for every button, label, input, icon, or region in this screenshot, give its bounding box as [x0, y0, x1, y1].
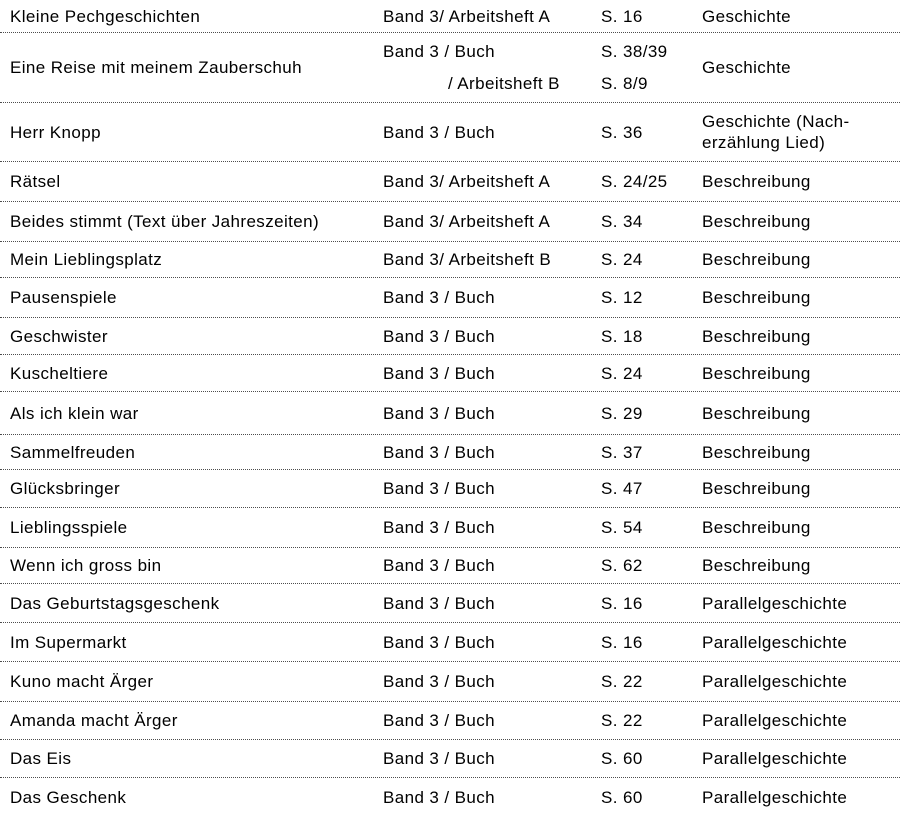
table-row [0, 702, 900, 740]
page-cell-text: S. 29 [601, 403, 643, 423]
source-cell-text: Band 3 / Buch [383, 122, 495, 142]
page-cell-text: S. 22 [601, 711, 643, 730]
category-cell-text: Parallelgeschichte [702, 632, 848, 652]
source-cell-text: Band 3 / Buch [383, 518, 495, 537]
category-cell [702, 671, 900, 692]
source-cell [383, 555, 601, 576]
category-cell-text: Beschreibung [702, 326, 811, 346]
page-cell [601, 478, 702, 499]
category-cell [702, 111, 900, 153]
title-cell-text: Glücksbringer [10, 479, 121, 498]
category-cell [702, 363, 900, 384]
page-cell-text: S. 62 [601, 556, 643, 575]
category-cell [702, 211, 900, 232]
page-cell-text: S. 18 [601, 326, 643, 346]
category-cell [702, 478, 900, 499]
table-row [0, 470, 900, 508]
page-cell [601, 632, 702, 653]
category-cell [702, 593, 900, 614]
source-cell [383, 710, 601, 731]
source-cell-text: Band 3 / Buch [383, 403, 495, 423]
page-cell [601, 710, 702, 731]
source-cell [383, 41, 601, 94]
table-row [0, 103, 900, 162]
page-cell-text: S. 12 [601, 288, 643, 307]
table-row [0, 33, 900, 103]
table-row [0, 392, 900, 435]
title-cell-text: Kleine Pechgeschichten [10, 6, 201, 26]
title-cell [0, 211, 383, 232]
category-cell [702, 326, 900, 347]
page-cell-text: S. 54 [601, 518, 643, 537]
page-cell [601, 593, 702, 614]
table-row [0, 355, 900, 392]
page-cell-text: S. 37 [601, 442, 643, 462]
title-cell-text: Im Supermarkt [10, 632, 127, 652]
category-cell [702, 632, 900, 653]
source-cell-text: Band 3 / Buch [383, 288, 495, 307]
category-cell [702, 710, 900, 731]
page-cell-text: S. 34 [601, 212, 643, 231]
title-cell-text: Wenn ich gross bin [10, 556, 162, 575]
source-cell [383, 787, 601, 808]
category-cell [702, 748, 900, 769]
page-cell-text: S. 60 [601, 787, 643, 807]
page-cell-text: S. 47 [601, 479, 643, 498]
source-cell [383, 403, 601, 424]
source-cell [383, 122, 601, 143]
source-cell-text: Band 3/ Arbeitsheft A [383, 6, 551, 26]
table-row [0, 778, 900, 816]
category-cell-text: Geschichte (Nach- [702, 112, 850, 131]
page-cell [601, 787, 702, 808]
title-cell [0, 555, 383, 576]
category-cell-text: Beschreibung [702, 172, 811, 191]
table-row [0, 508, 900, 548]
table-row [0, 162, 900, 202]
page-cell [601, 211, 702, 232]
page-cell [601, 671, 702, 692]
category-cell [702, 517, 900, 538]
category-cell-text: Beschreibung [702, 250, 811, 269]
table-row [0, 318, 900, 355]
page-cell [601, 287, 702, 308]
title-cell [0, 632, 383, 653]
source-cell [383, 748, 601, 769]
category-cell-text: Beschreibung [702, 442, 811, 462]
table-row [0, 0, 900, 33]
title-cell-text: Kuno macht Ärger [10, 672, 154, 691]
source-cell-text: Band 3 / Buch [383, 672, 495, 691]
title-cell-text: Amanda macht Ärger [10, 711, 178, 730]
page-cell [601, 403, 702, 424]
source-cell-text: Band 3/ Arbeitsheft B [383, 250, 552, 269]
source-cell-text: Band 3 / Buch [383, 442, 495, 462]
source-cell [383, 249, 601, 270]
category-cell-text: Parallelgeschichte [702, 787, 848, 807]
table-row [0, 242, 900, 278]
title-cell [0, 787, 383, 808]
category-cell-text: Parallelgeschichte [702, 593, 848, 613]
category-cell-text: Beschreibung [702, 288, 811, 307]
category-cell [702, 403, 900, 424]
title-cell-text: Beides stimmt (Text über Jahreszeiten) [10, 212, 320, 231]
page-cell-text: S. 24 [601, 250, 643, 269]
table-row [0, 740, 900, 778]
page-cell-text: S. 24 [601, 363, 643, 383]
title-cell-text: Rätsel [10, 172, 61, 191]
page-cell-text: S. 60 [601, 749, 643, 768]
title-cell [0, 287, 383, 308]
title-cell [0, 442, 383, 463]
title-cell [0, 403, 383, 424]
table-row [0, 202, 900, 242]
source-cell-text: Band 3 / Buch [383, 326, 495, 346]
title-cell-text: Mein Lieblingsplatz [10, 250, 163, 269]
page-cell-text: S. 16 [601, 6, 643, 26]
title-cell [0, 517, 383, 538]
title-cell-text: Herr Knopp [10, 122, 101, 142]
table-row [0, 584, 900, 623]
table-row [0, 435, 900, 470]
page-cell-text: S. 24/25 [601, 172, 668, 191]
source-cell-text: Band 3 / Buch [383, 711, 495, 730]
category-cell [702, 442, 900, 463]
source-cell-text: Band 3 / Buch [383, 42, 495, 61]
category-cell-text: Geschichte [702, 58, 792, 77]
page-cell-text: S. 16 [601, 593, 643, 613]
page-cell-text: S. 8/9 [601, 74, 648, 93]
page-cell [601, 363, 702, 384]
page-cell-text: S. 38/39 [601, 42, 668, 61]
title-cell [0, 671, 383, 692]
source-cell [383, 517, 601, 538]
table-row [0, 548, 900, 584]
page-cell [601, 249, 702, 270]
page-cell [601, 171, 702, 192]
title-cell [0, 593, 383, 614]
source-cell-text: Band 3 / Buch [383, 556, 495, 575]
source-cell [383, 593, 601, 614]
title-cell-text: Geschwister [10, 326, 108, 346]
title-cell-text: Als ich klein war [10, 403, 139, 423]
page-cell-text: S. 16 [601, 632, 643, 652]
source-cell [383, 478, 601, 499]
table-row [0, 278, 900, 318]
title-cell [0, 710, 383, 731]
title-cell [0, 326, 383, 347]
category-cell [702, 287, 900, 308]
title-cell [0, 122, 383, 143]
page-cell-text: S. 36 [601, 122, 643, 142]
table-row [0, 623, 900, 662]
category-cell [702, 555, 900, 576]
title-cell [0, 249, 383, 270]
category-cell [702, 171, 900, 192]
category-cell [702, 249, 900, 270]
category-cell-text: Beschreibung [702, 212, 811, 231]
source-cell [383, 171, 601, 192]
source-cell [383, 671, 601, 692]
category-cell-text: Beschreibung [702, 556, 811, 575]
category-cell-text: Parallelgeschichte [702, 749, 848, 768]
title-cell-text: Eine Reise mit meinem Zauberschuh [10, 58, 302, 77]
source-cell-text: Band 3/ Arbeitsheft A [383, 212, 551, 231]
page-cell [601, 41, 702, 94]
category-cell-text: erzählung Lied) [702, 133, 826, 152]
title-cell [0, 363, 383, 384]
source-cell [383, 287, 601, 308]
category-cell [702, 6, 900, 27]
source-cell [383, 442, 601, 463]
title-cell [0, 748, 383, 769]
source-cell-text: Band 3 / Buch [383, 479, 495, 498]
category-cell-text: Beschreibung [702, 518, 811, 537]
title-cell [0, 478, 383, 499]
page-cell [601, 122, 702, 143]
source-cell-text: Band 3 / Buch [383, 363, 495, 383]
source-cell [383, 632, 601, 653]
category-cell-text: Beschreibung [702, 363, 811, 383]
category-cell [702, 787, 900, 808]
source-cell-text: Band 3 / Buch [383, 593, 495, 613]
title-cell [0, 57, 383, 78]
title-cell-text: Pausenspiele [10, 288, 117, 307]
title-cell-text: Das Eis [10, 749, 72, 768]
source-cell-text: Band 3 / Buch [383, 749, 495, 768]
page-cell-text: S. 22 [601, 672, 643, 691]
title-cell-text: Kuscheltiere [10, 363, 109, 383]
source-cell-text: Band 3/ Arbeitsheft A [383, 172, 551, 191]
source-cell [383, 363, 601, 384]
source-cell [383, 211, 601, 232]
page-cell [601, 6, 702, 27]
page-cell [601, 748, 702, 769]
page-cell [601, 555, 702, 576]
title-cell-text: Das Geschenk [10, 787, 127, 807]
source-cell-text: / Arbeitsheft B [448, 74, 560, 93]
table-row [0, 662, 900, 702]
source-cell [383, 6, 601, 27]
page-cell [601, 326, 702, 347]
category-cell-text: Parallelgeschichte [702, 711, 848, 730]
category-cell-text: Beschreibung [702, 403, 811, 423]
page-cell [601, 442, 702, 463]
page-cell [601, 517, 702, 538]
category-cell-text: Geschichte [702, 6, 792, 26]
source-cell [383, 326, 601, 347]
category-cell-text: Parallelgeschichte [702, 672, 848, 691]
title-cell-text: Sammelfreuden [10, 442, 136, 462]
category-cell-text: Beschreibung [702, 479, 811, 498]
category-cell [702, 57, 900, 78]
title-cell [0, 171, 383, 192]
title-cell-text: Das Geburtstagsgeschenk [10, 593, 220, 613]
source-cell-text: Band 3 / Buch [383, 787, 495, 807]
title-cell-text: Lieblingsspiele [10, 518, 128, 537]
source-cell-text: Band 3 / Buch [383, 632, 495, 652]
title-cell [0, 6, 383, 27]
